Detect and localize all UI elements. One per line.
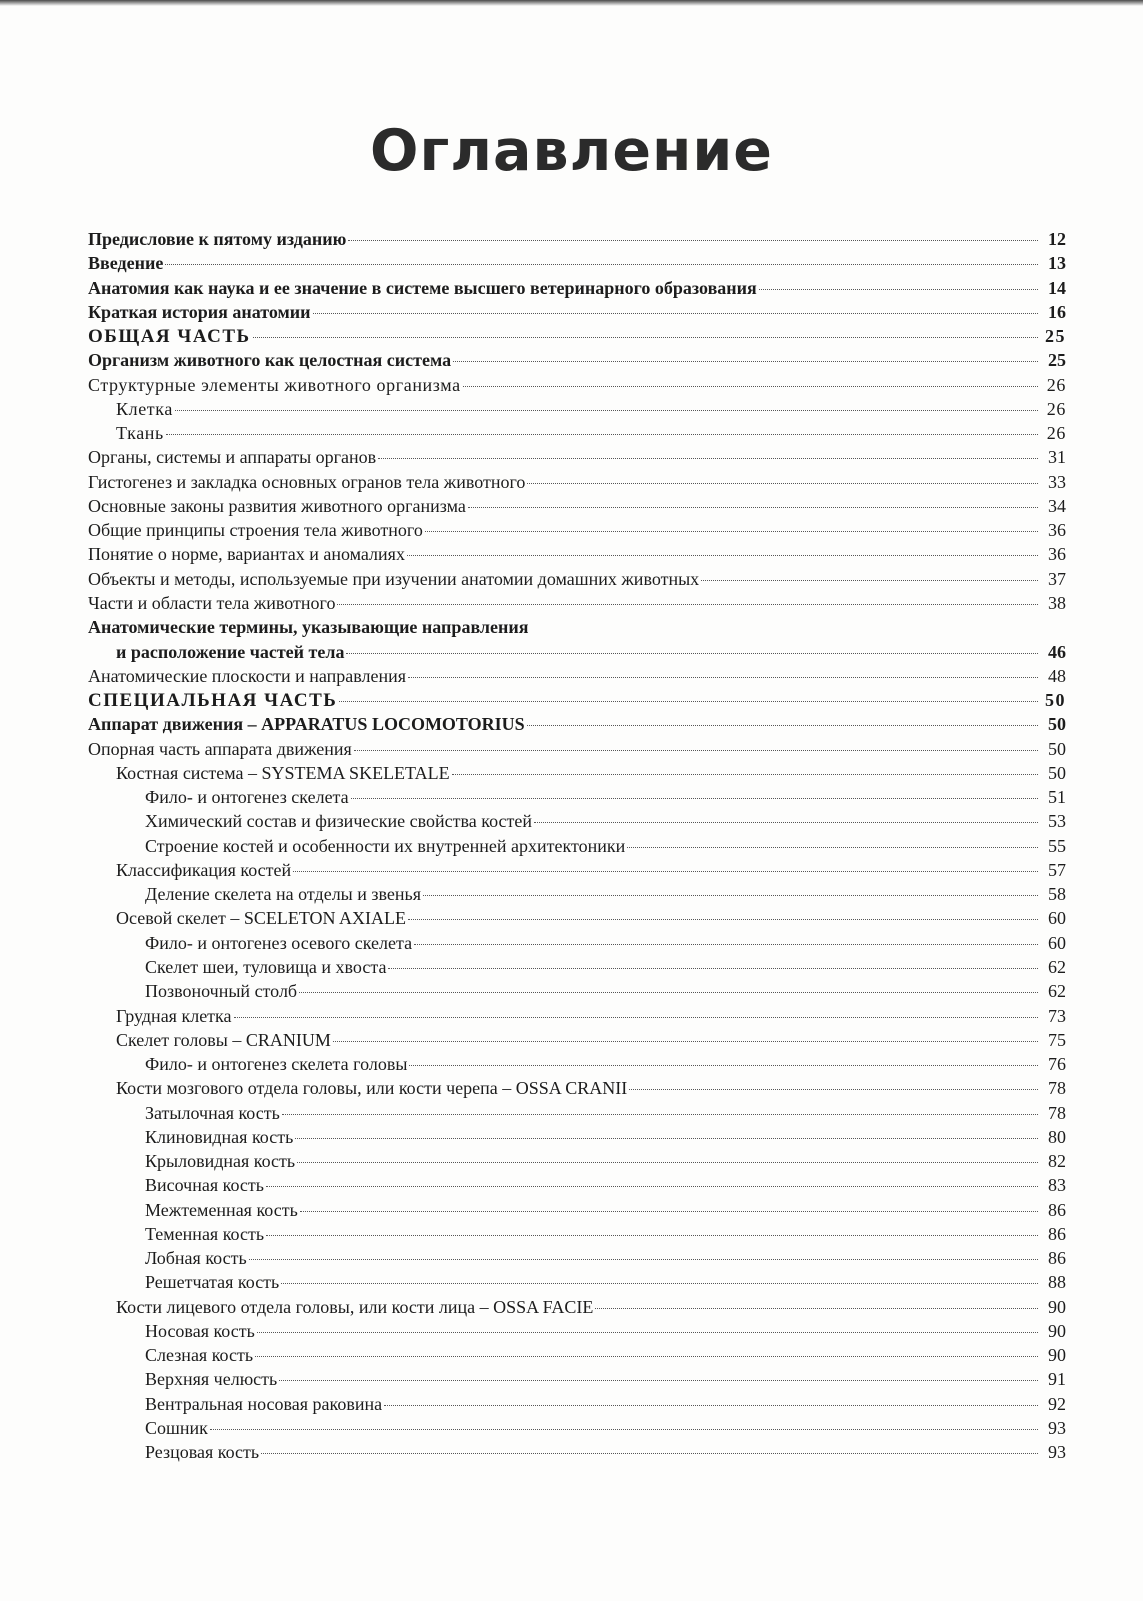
toc-entry-page-number: 57: [1048, 859, 1066, 880]
dot-leader: [175, 410, 1038, 411]
toc-entry-page-number: 93: [1048, 1442, 1066, 1463]
toc-entry-page-number: 58: [1048, 884, 1066, 905]
toc-entry-title: Анатомические термины, указывающие направления: [88, 617, 529, 638]
toc-entry-title: и расположение частей тела: [116, 641, 345, 662]
toc-entry-title: Опорная часть аппарата движения: [88, 738, 352, 759]
dot-leader: [333, 1041, 1038, 1042]
toc-entry[interactable]: [88, 1149, 1066, 1173]
page-title: Оглавление: [370, 118, 773, 184]
toc-entry[interactable]: [88, 809, 1066, 833]
dot-leader: [384, 1405, 1038, 1406]
dot-leader: [210, 1429, 1038, 1430]
toc-entry-title: Лобная кость: [145, 1248, 247, 1269]
dot-leader: [468, 507, 1038, 508]
toc-entry[interactable]: [88, 251, 1066, 275]
toc-entry-title: Позвоночный столб: [145, 981, 298, 1002]
dot-leader: [423, 895, 1038, 896]
toc-entry[interactable]: [88, 421, 1066, 445]
dot-leader: [300, 1211, 1038, 1212]
toc-entry[interactable]: [88, 1052, 1066, 1076]
dot-leader: [253, 337, 1038, 338]
dot-leader: [293, 871, 1038, 872]
toc-entry[interactable]: [88, 1343, 1066, 1367]
toc-entry-page-number: 86: [1048, 1199, 1066, 1220]
dot-leader: [165, 264, 1038, 265]
toc-entry[interactable]: [88, 882, 1066, 906]
toc-entry-title: Костная система – SYSTEMA SKELETALE: [116, 762, 450, 783]
dot-leader: [257, 1332, 1038, 1333]
toc-entry-page-number: 48: [1048, 665, 1066, 686]
toc-entry-page-number: 62: [1048, 981, 1066, 1002]
toc-entry-page-number: 25: [1045, 326, 1066, 347]
toc-entry-title: СПЕЦИАЛЬНАЯ ЧАСТЬ: [88, 690, 338, 712]
dot-leader: [281, 1283, 1038, 1284]
toc-entry[interactable]: [88, 712, 1066, 736]
dot-leader: [234, 1017, 1038, 1018]
toc-entry-page-number: 46: [1048, 641, 1066, 662]
toc-entry-title: Крыловидная кость: [145, 1151, 296, 1172]
toc-entry[interactable]: [88, 1319, 1066, 1343]
toc-entry-title: Височная кость: [145, 1175, 264, 1196]
toc-entry-page-number: 34: [1048, 495, 1066, 516]
toc-entry-title: Кости мозгового отдела головы, или кости черепа – OSSA CRANII: [116, 1078, 628, 1099]
toc-entry-title: Фило- и онтогенез осевого скелета: [145, 932, 413, 953]
dot-leader: [595, 1308, 1038, 1309]
toc-entry-title: Резцовая кость: [145, 1442, 260, 1463]
dot-leader: [453, 361, 1038, 362]
toc-entry-title: Клетка: [116, 398, 173, 419]
toc-entry[interactable]: [88, 1076, 1066, 1100]
dot-leader: [354, 750, 1038, 751]
toc-entry[interactable]: [88, 1125, 1066, 1149]
toc-entry[interactable]: [88, 640, 1066, 664]
dot-leader: [414, 944, 1038, 945]
dot-leader: [463, 386, 1038, 387]
toc-entry[interactable]: [88, 591, 1066, 615]
toc-entry[interactable]: [88, 1173, 1066, 1197]
toc-entry[interactable]: [88, 1222, 1066, 1246]
dot-leader: [282, 1114, 1038, 1115]
toc-entry-page-number: 37: [1048, 568, 1066, 589]
toc-entry-page-number: 50: [1045, 690, 1066, 711]
toc-entry-title: Носовая кость: [145, 1320, 255, 1341]
toc-entry[interactable]: [88, 737, 1066, 761]
toc-entry[interactable]: [88, 615, 1066, 639]
dot-leader: [279, 1380, 1038, 1381]
toc-entry-title: Слезная кость: [145, 1345, 254, 1366]
toc-entry[interactable]: [88, 834, 1066, 858]
toc-entry[interactable]: [88, 324, 1066, 348]
dot-leader: [452, 774, 1038, 775]
toc-entry-page-number: 53: [1048, 811, 1066, 832]
toc-entry-page-number: 60: [1048, 932, 1066, 953]
dot-leader: [409, 1065, 1038, 1066]
toc-entry-page-number: 91: [1048, 1369, 1066, 1390]
toc-entry-title: Грудная клетка: [116, 1005, 232, 1026]
toc-entry-title: Сошник: [145, 1418, 208, 1439]
toc-entry-page-number: 82: [1048, 1151, 1066, 1172]
toc-entry-title: Аппарат движения – APPARATUS LOCOMOTORIUS: [88, 714, 525, 735]
toc-entry[interactable]: [88, 348, 1066, 372]
toc-entry[interactable]: [88, 470, 1066, 494]
toc-entry[interactable]: [88, 931, 1066, 955]
dot-leader: [261, 1453, 1038, 1454]
toc-entry-page-number: 26: [1046, 374, 1066, 395]
toc-entry-page-number: 14: [1048, 277, 1066, 298]
toc-entry[interactable]: [88, 1440, 1066, 1464]
dot-leader: [425, 531, 1038, 532]
toc-entry-page-number: 90: [1048, 1296, 1066, 1317]
toc-entry-title: Скелет головы – CRANIUM: [116, 1029, 331, 1050]
toc-entry[interactable]: [88, 858, 1066, 882]
toc-entry-page-number: 16: [1048, 301, 1066, 322]
dot-leader: [297, 1162, 1038, 1163]
toc-entry-title: Кости лицевого отдела головы, или кости лица – OSSA FACIE: [116, 1296, 594, 1317]
toc-entry-page-number: 86: [1048, 1223, 1066, 1244]
toc-entry-title: Фило- и онтогенез скелета: [145, 787, 349, 808]
dot-leader: [266, 1186, 1038, 1187]
toc-entry-title: Строение костей и особенности их внутренней архитектоники: [145, 835, 626, 856]
toc-entry-title: Межтеменная кость: [145, 1199, 298, 1220]
toc-entry-page-number: 33: [1048, 471, 1066, 492]
toc-entry-page-number: 60: [1048, 908, 1066, 929]
dot-leader: [166, 434, 1038, 435]
toc-entry[interactable]: [88, 445, 1066, 469]
toc-entry-page-number: 26: [1046, 398, 1066, 419]
toc-entry[interactable]: [88, 300, 1066, 324]
toc-entry-title: Структурные элементы животного организма: [88, 374, 461, 395]
toc-entry[interactable]: [88, 1295, 1066, 1319]
toc-entry[interactable]: [88, 1367, 1066, 1391]
toc-entry-page-number: 90: [1048, 1345, 1066, 1366]
toc-entry[interactable]: [88, 567, 1066, 591]
toc-entry-page-number: 92: [1048, 1393, 1066, 1414]
toc-entry-title: Введение: [88, 253, 164, 274]
toc-entry-title: Фило- и онтогенез скелета головы: [145, 1054, 408, 1075]
dot-leader: [388, 968, 1038, 969]
toc-entry-page-number: 12: [1048, 229, 1066, 249]
toc-entry-title: Понятие о норме, вариантах и аномалиях: [88, 544, 405, 565]
toc-entry[interactable]: [88, 397, 1066, 421]
toc-entry-page-number: 50: [1048, 714, 1066, 735]
dot-leader: [266, 1235, 1038, 1236]
toc-entry[interactable]: [88, 1198, 1066, 1222]
dot-leader: [339, 701, 1038, 702]
toc-entry[interactable]: [88, 518, 1066, 542]
toc-entry[interactable]: [88, 227, 1066, 251]
dot-leader: [313, 313, 1038, 314]
toc-entry[interactable]: [88, 688, 1066, 712]
toc-entry[interactable]: [88, 494, 1066, 518]
toc-entry[interactable]: [88, 276, 1066, 300]
dot-leader: [346, 653, 1038, 654]
dot-leader: [527, 483, 1038, 484]
toc-entry-title: Краткая история анатомии: [88, 301, 311, 322]
dot-leader: [299, 992, 1038, 993]
toc-entry-page-number: 36: [1048, 544, 1066, 565]
toc-entry[interactable]: [88, 664, 1066, 688]
dot-leader: [629, 1089, 1038, 1090]
toc-entry-title: Общие принципы строения тела животного: [88, 520, 423, 541]
toc-entry-title: Верхняя челюсть: [145, 1369, 278, 1390]
toc-entry[interactable]: [88, 542, 1066, 566]
toc-entry-page-number: 86: [1048, 1248, 1066, 1269]
toc-entry-page-number: 50: [1048, 762, 1066, 783]
toc-entry-title: Основные законы развития животного организма: [88, 495, 466, 516]
toc-entry-title: Анатомия как наука и ее значение в системе высшего ветеринарного образования: [88, 277, 757, 298]
toc-entry-title: Скелет шеи, туловища и хвоста: [145, 956, 387, 977]
toc-entry-page-number: 62: [1048, 956, 1066, 977]
dot-leader: [527, 725, 1038, 726]
toc-entry-page-number: 90: [1048, 1320, 1066, 1341]
toc-entry-title: Клиновидная кость: [145, 1126, 294, 1147]
toc-entry-title: Теменная кость: [145, 1223, 265, 1244]
dot-leader: [627, 847, 1038, 848]
toc-entry-title: Классификация костей: [116, 859, 292, 880]
toc-entry-title: Объекты и методы, используемые при изучении анатомии домашних животных: [88, 568, 700, 589]
toc-entry-page-number: 13: [1048, 253, 1066, 274]
scan-top-edge: [0, 0, 1143, 6]
toc-entry-title: Предисловие к пятому изданию: [88, 229, 347, 249]
toc-entry[interactable]: [88, 1246, 1066, 1270]
toc-entry[interactable]: [88, 1416, 1066, 1440]
toc-entry-page-number: 51: [1048, 787, 1066, 808]
toc-entry[interactable]: [88, 1004, 1066, 1028]
dot-leader: [408, 677, 1038, 678]
toc-entry-title: Затылочная кость: [145, 1102, 280, 1123]
toc-entry-page-number: 78: [1048, 1102, 1066, 1123]
toc-entry[interactable]: [88, 1270, 1066, 1294]
toc-entry[interactable]: [88, 1028, 1066, 1052]
toc-entry[interactable]: [88, 785, 1066, 809]
toc-entry-page-number: 38: [1048, 592, 1066, 613]
dot-leader: [249, 1259, 1038, 1260]
dot-leader: [759, 289, 1038, 290]
toc-entry-title: Органы, системы и аппараты органов: [88, 447, 377, 468]
toc-entry-title: Гистогенез и закладка основных огранов тела животного: [88, 471, 526, 492]
dot-leader: [378, 458, 1038, 459]
toc-entry-page-number: 50: [1048, 738, 1066, 759]
toc-entry[interactable]: [88, 373, 1066, 397]
dot-leader: [255, 1356, 1038, 1357]
toc-entry-page-number: 55: [1048, 835, 1066, 856]
toc-entry-page-number: 25: [1048, 350, 1066, 371]
toc-entry-title: Вентральная носовая раковина: [145, 1393, 383, 1414]
table-of-contents: [88, 227, 1066, 1465]
dot-leader: [351, 798, 1038, 799]
toc-entry[interactable]: [88, 906, 1066, 930]
toc-entry-title: Осевой скелет – SCELETON AXIALE: [116, 908, 406, 929]
toc-entry-page-number: 31: [1048, 447, 1066, 468]
toc-entry[interactable]: [88, 955, 1066, 979]
toc-entry-page-number: 75: [1048, 1029, 1066, 1050]
toc-entry-title: ОБЩАЯ ЧАСТЬ: [88, 326, 251, 348]
toc-entry[interactable]: [88, 979, 1066, 1003]
dot-leader: [534, 822, 1038, 823]
toc-entry[interactable]: [88, 761, 1066, 785]
toc-entry-title: Части и области тела животного: [88, 592, 336, 613]
toc-entry-title: Деление скелета на отделы и звенья: [145, 884, 422, 905]
dot-leader: [337, 604, 1038, 605]
toc-entry-page-number: 78: [1048, 1078, 1066, 1099]
toc-entry-page-number: 93: [1048, 1418, 1066, 1439]
toc-entry[interactable]: [88, 1392, 1066, 1416]
toc-entry-title: Химический состав и физические свойства костей: [145, 811, 533, 832]
toc-entry-title: Организм животного как целостная система: [88, 350, 452, 371]
toc-entry-title: Ткань: [116, 423, 164, 444]
toc-entry-page-number: 73: [1048, 1005, 1066, 1026]
toc-entry-page-number: 26: [1046, 423, 1066, 444]
toc-entry-page-number: 36: [1048, 520, 1066, 541]
toc-entry-page-number: 88: [1048, 1272, 1066, 1293]
toc-entry[interactable]: [88, 1101, 1066, 1125]
dot-leader: [295, 1138, 1038, 1139]
toc-entry-page-number: 83: [1048, 1175, 1066, 1196]
dot-leader: [348, 240, 1038, 241]
dot-leader: [701, 580, 1038, 581]
toc-entry-page-number: 76: [1048, 1054, 1066, 1075]
dot-leader: [407, 555, 1038, 556]
toc-entry-title: Решетчатая кость: [145, 1272, 280, 1293]
dot-leader: [408, 919, 1038, 920]
toc-entry-title: Анатомические плоскости и направления: [88, 665, 407, 686]
toc-entry-page-number: 80: [1048, 1126, 1066, 1147]
